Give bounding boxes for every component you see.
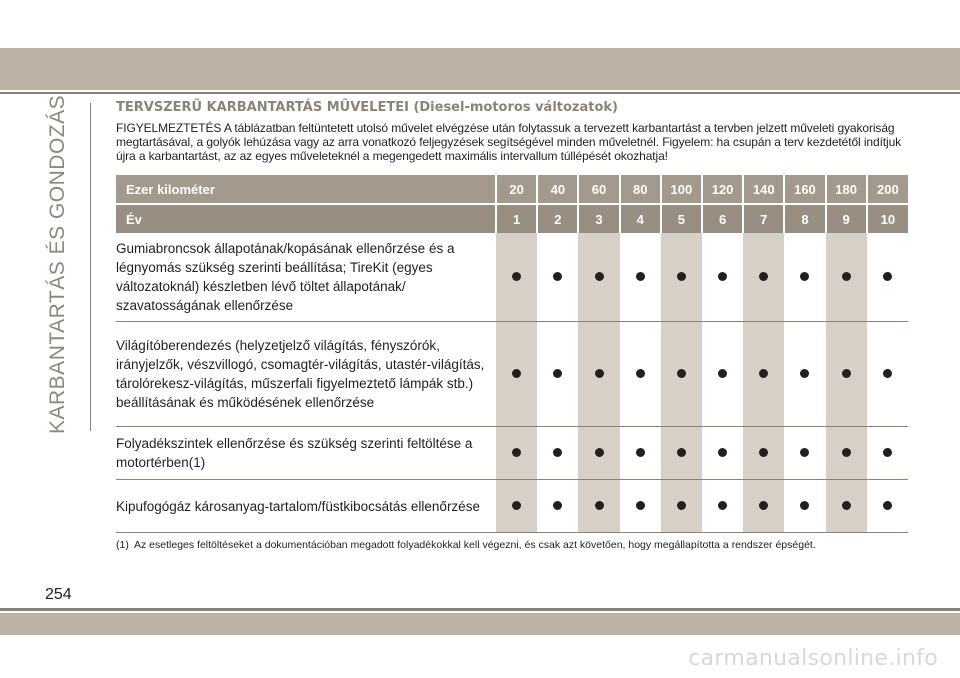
- dot-cell: [537, 322, 578, 427]
- check-dot-icon: [842, 448, 851, 457]
- km-header-cell: 20: [496, 175, 537, 203]
- check-dot-icon: [677, 448, 686, 457]
- check-dot-icon: [718, 272, 727, 281]
- dot-cell: [620, 322, 661, 427]
- dot-cell: [537, 427, 578, 480]
- check-dot-icon: [553, 501, 562, 510]
- dot-cell: [496, 427, 537, 480]
- header-band: [0, 48, 960, 90]
- dot-cell: [867, 233, 908, 322]
- dot-cell: [867, 322, 908, 427]
- dot-cell: [867, 427, 908, 480]
- dot-cell: [743, 480, 784, 533]
- dot-cell: [578, 322, 619, 427]
- dot-cell: [578, 480, 619, 533]
- table-row: [116, 427, 908, 480]
- row-label: Kipufogógáz károsanyag-tartalom/füstkibocsátás ellenőrzése: [116, 480, 496, 533]
- check-dot-icon: [759, 501, 768, 510]
- dot-cell: [661, 233, 702, 322]
- year-header-cell: 6: [702, 205, 743, 233]
- check-dot-icon: [636, 501, 645, 510]
- dot-cell: [743, 233, 784, 322]
- dot-cell: [578, 233, 619, 322]
- check-dot-icon: [883, 369, 892, 378]
- dot-cell: [661, 480, 702, 533]
- main-content: [116, 100, 908, 552]
- check-dot-icon: [718, 369, 727, 378]
- dot-cell: [661, 322, 702, 427]
- dot-cell: [826, 427, 867, 480]
- dot-cell: [620, 233, 661, 322]
- dot-cell: [784, 233, 825, 322]
- year-header-cell: 3: [578, 205, 619, 233]
- year-header-cell: 1: [496, 205, 537, 233]
- footer-band: [0, 613, 960, 635]
- check-dot-icon: [800, 501, 809, 510]
- dot-cell: [826, 233, 867, 322]
- check-dot-icon: [512, 369, 521, 378]
- check-dot-icon: [595, 272, 604, 281]
- check-dot-icon: [636, 272, 645, 281]
- dot-cell: [784, 427, 825, 480]
- footer-rule: [0, 608, 960, 611]
- check-dot-icon: [595, 369, 604, 378]
- check-dot-icon: [883, 272, 892, 281]
- footnote-text: Az esetleges feltöltéseket a dokumentációban megadott folyadékokkal kell végezni, és csak azt követően, hogy megállapította a rendszer épségét.: [134, 539, 816, 551]
- row-label: Folyadékszintek ellenőrzése és szükség szerinti feltöltése a motortérben(1): [116, 427, 496, 480]
- check-dot-icon: [677, 369, 686, 378]
- check-dot-icon: [800, 369, 809, 378]
- dot-cell: [620, 427, 661, 480]
- km-header-row: [116, 175, 908, 203]
- check-dot-icon: [800, 272, 809, 281]
- check-dot-icon: [718, 501, 727, 510]
- dot-cell: [702, 427, 743, 480]
- year-header-cell: 8: [784, 205, 825, 233]
- maintenance-schedule-table: [116, 175, 908, 533]
- dot-cell: [826, 480, 867, 533]
- check-dot-icon: [800, 448, 809, 457]
- km-header-label: Ezer kilométer: [116, 175, 496, 203]
- dot-cell: [620, 480, 661, 533]
- km-header-cell: 100: [661, 175, 702, 203]
- km-header-cell: 200: [867, 175, 908, 203]
- km-header-cell: 180: [826, 175, 867, 203]
- dot-cell: [702, 322, 743, 427]
- table-row: [116, 480, 908, 533]
- km-header-cell: 120: [702, 175, 743, 203]
- dot-cell: [496, 233, 537, 322]
- check-dot-icon: [553, 448, 562, 457]
- dot-cell: [578, 427, 619, 480]
- check-dot-icon: [595, 501, 604, 510]
- watermark: carmanualsonline.info: [688, 646, 938, 671]
- row-label: Világítóberendezés (helyzetjelző világítás, fényszórók, irányjelzők, vészvillogó, csomagtér-világítás, utastér-világítás, tárolórekesz-világítás, műszerfali figyelmeztető lámpák stb.) beállításának és működésének ellenőrzése: [116, 322, 496, 427]
- year-header-row: [116, 205, 908, 233]
- page-number: 254: [45, 586, 72, 603]
- year-header-label: Év: [116, 205, 496, 233]
- check-dot-icon: [553, 369, 562, 378]
- dot-cell: [702, 233, 743, 322]
- check-dot-icon: [759, 448, 768, 457]
- dot-cell: [661, 427, 702, 480]
- check-dot-icon: [842, 369, 851, 378]
- check-dot-icon: [759, 272, 768, 281]
- table-row: [116, 233, 908, 322]
- check-dot-icon: [677, 501, 686, 510]
- check-dot-icon: [718, 448, 727, 457]
- dot-cell: [784, 480, 825, 533]
- check-dot-icon: [595, 448, 604, 457]
- side-chapter-title: KARBANTARTÁS ÉS GONDOZÁS: [46, 94, 69, 434]
- dot-cell: [496, 480, 537, 533]
- footnote: [116, 539, 908, 552]
- check-dot-icon: [512, 448, 521, 457]
- check-dot-icon: [677, 272, 686, 281]
- check-dot-icon: [636, 369, 645, 378]
- km-header-cell: 60: [578, 175, 619, 203]
- section-title: TERVSZERŰ KARBANTARTÁS MŰVELETEI (Diesel-motoros változatok): [116, 100, 618, 115]
- year-header-cell: 7: [743, 205, 784, 233]
- year-header-cell: 10: [867, 205, 908, 233]
- year-header-cell: 4: [620, 205, 661, 233]
- dot-cell: [784, 322, 825, 427]
- footnote-mark: (1): [116, 539, 129, 551]
- check-dot-icon: [553, 272, 562, 281]
- check-dot-icon: [842, 501, 851, 510]
- year-header-cell: 2: [537, 205, 578, 233]
- check-dot-icon: [636, 448, 645, 457]
- row-label: Gumiabroncsok állapotának/kopásának ellenőrzése és a légnyomás szükség szerinti beállítása; TireKit (egyes változatoknál) készletben lévő töltet állapotának/ szavatosságának ellenőrzése: [116, 233, 496, 322]
- check-dot-icon: [883, 501, 892, 510]
- check-dot-icon: [842, 272, 851, 281]
- dot-cell: [537, 480, 578, 533]
- dot-cell: [826, 322, 867, 427]
- km-header-cell: 160: [784, 175, 825, 203]
- year-header-cell: 9: [826, 205, 867, 233]
- check-dot-icon: [883, 448, 892, 457]
- km-header-cell: 140: [743, 175, 784, 203]
- dot-cell: [537, 233, 578, 322]
- check-dot-icon: [759, 369, 768, 378]
- dot-cell: [743, 322, 784, 427]
- warning-paragraph: FIGYELMEZTETÉS A táblázatban feltüntetett utolsó művelet elvégzése után folytassuk a tervezett karbantartást a tervben jelzett műveleti gyakoriság megtartásával, a golyók lehúzása vagy az arra vonatkozó feljegyzések segítségével minden műveletnél. Figyelem: ha csupán a terv kezdetétől indítjuk újra a karbantartást, az az egyes műveleteknél a megengedett maximális intervallum túllépését okozhatja!: [116, 121, 902, 163]
- dot-cell: [743, 427, 784, 480]
- header-rule: [0, 92, 960, 94]
- dot-cell: [496, 322, 537, 427]
- km-header-cell: 80: [620, 175, 661, 203]
- check-dot-icon: [512, 272, 521, 281]
- km-header-cell: 40: [537, 175, 578, 203]
- year-header-cell: 5: [661, 205, 702, 233]
- side-title-rule: [90, 103, 91, 431]
- check-dot-icon: [512, 501, 521, 510]
- dot-cell: [867, 480, 908, 533]
- table-row: [116, 322, 908, 427]
- dot-cell: [702, 480, 743, 533]
